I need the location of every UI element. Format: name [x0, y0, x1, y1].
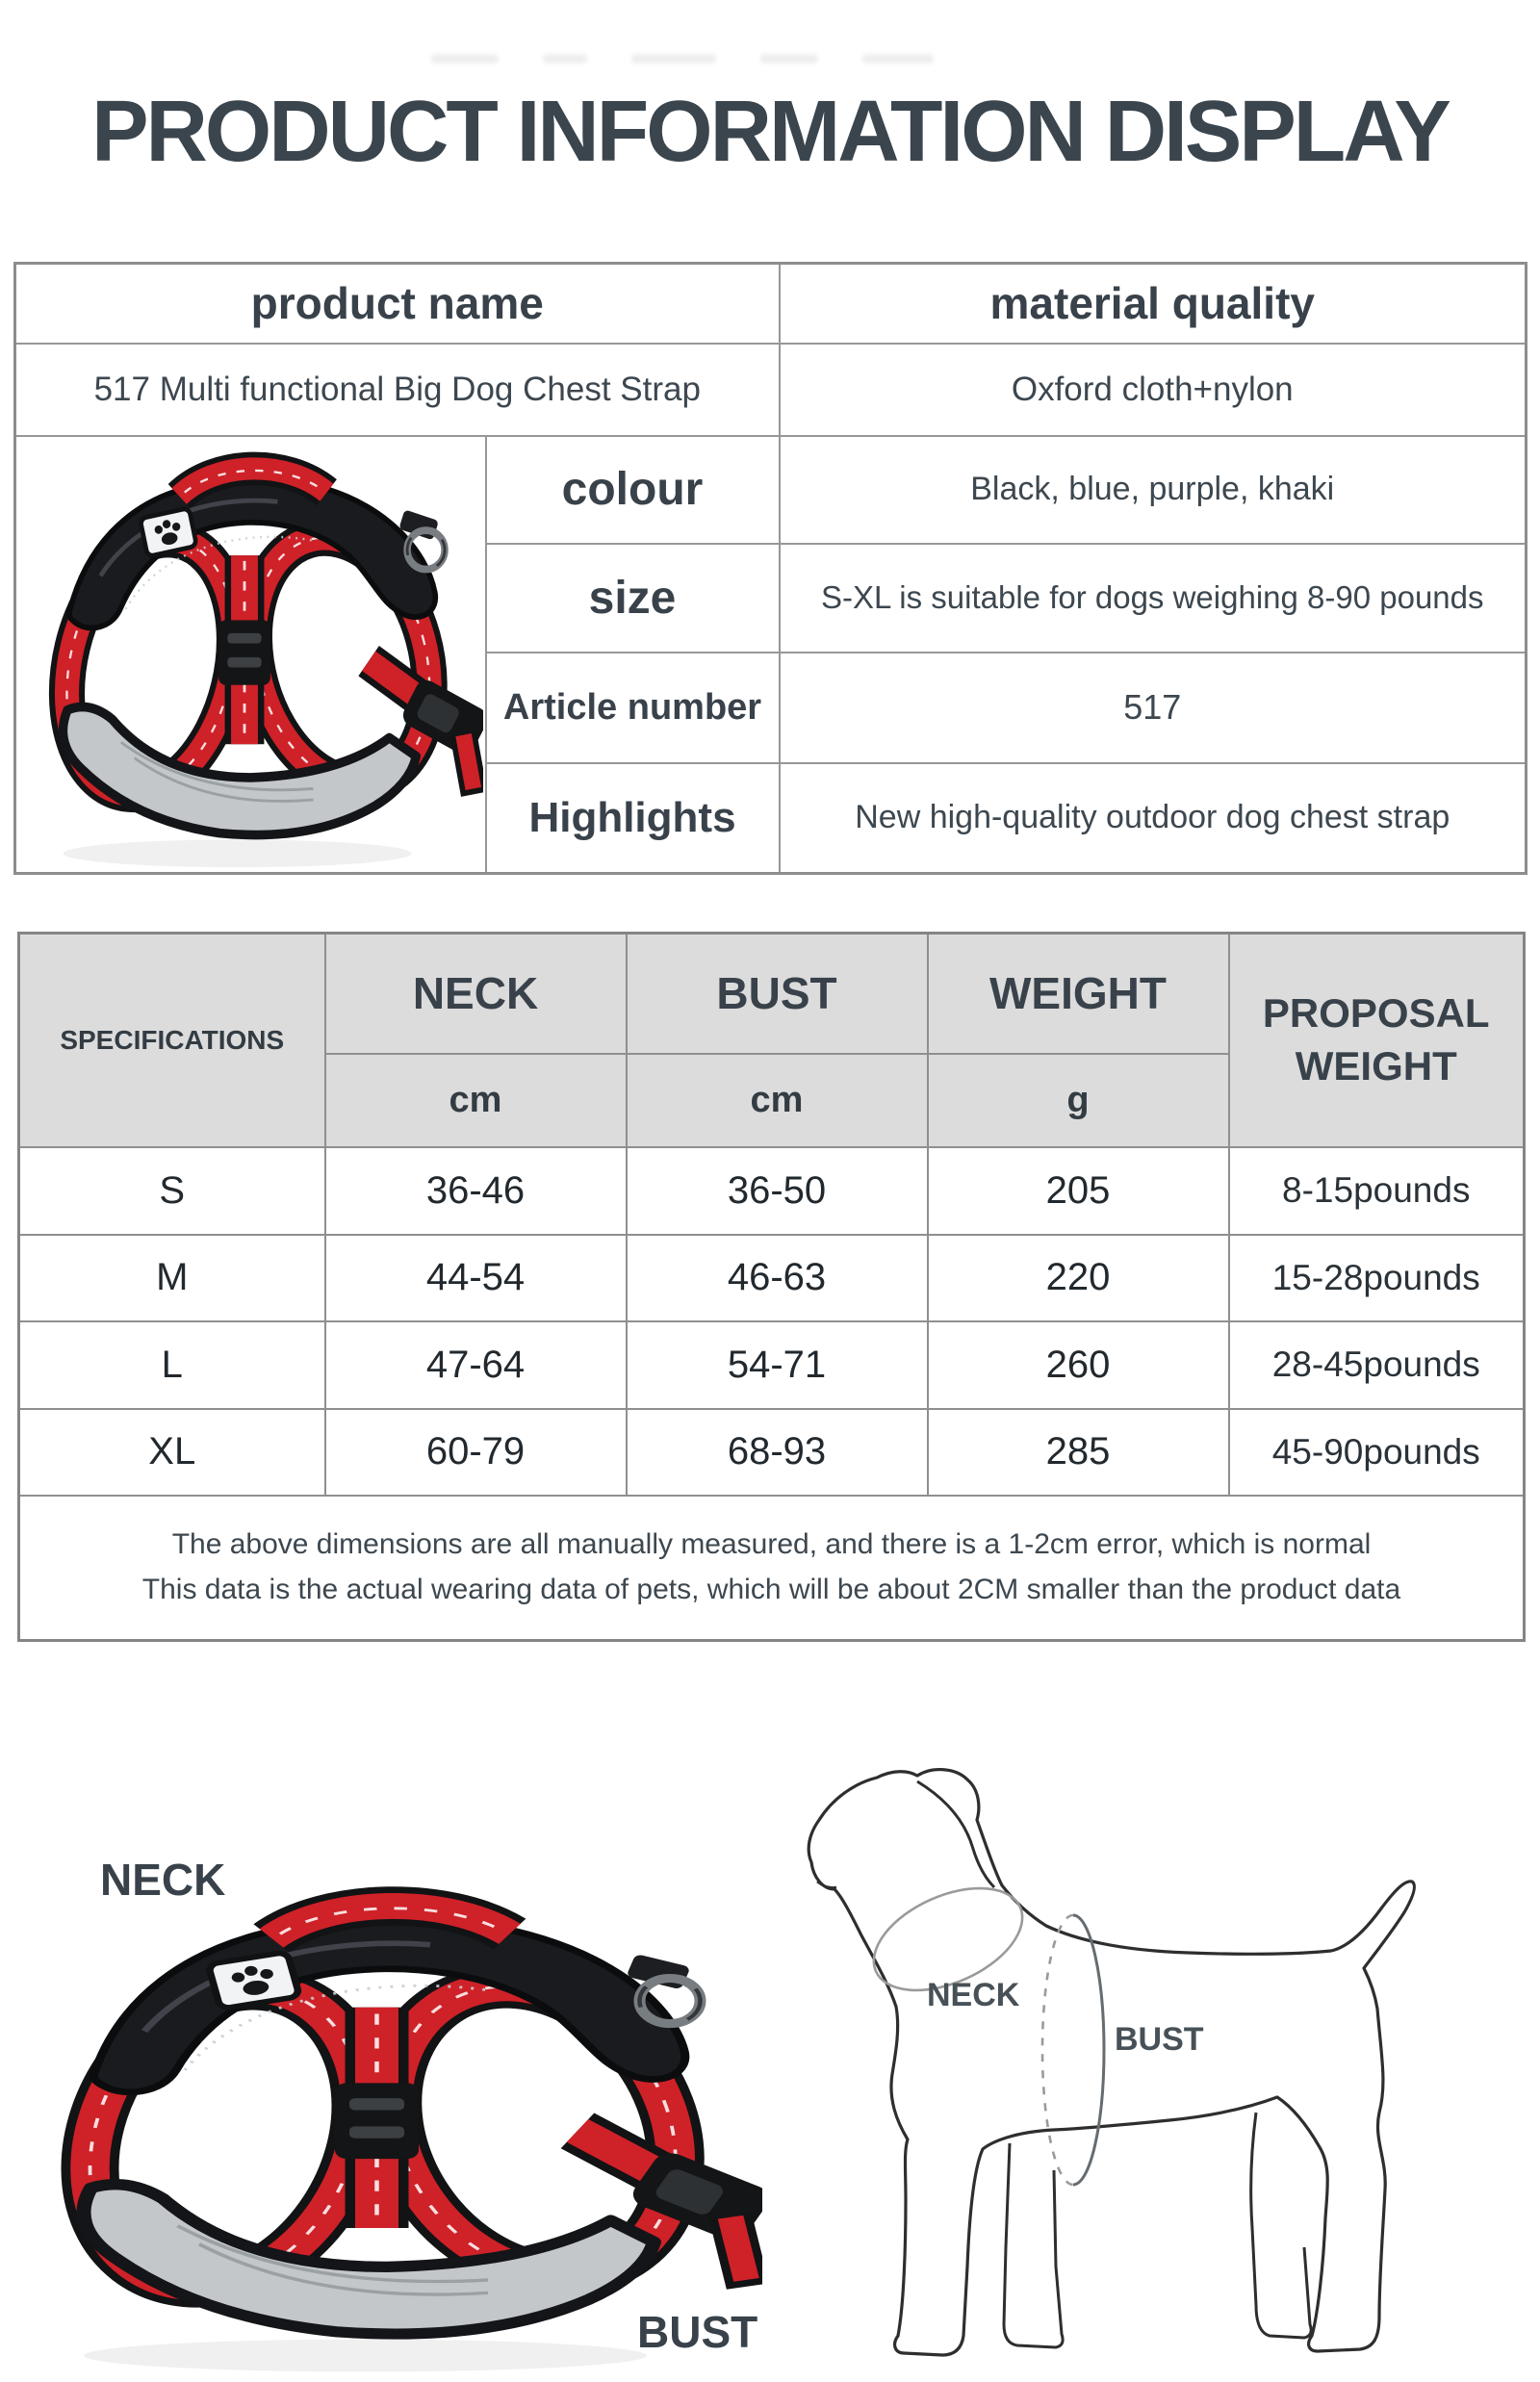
size-xl: XL	[19, 1409, 325, 1496]
proposal-xl: 45-90pounds	[1229, 1409, 1525, 1496]
weight-m: 220	[928, 1235, 1229, 1321]
harness-neck-label: NECK	[100, 1855, 226, 1905]
weight-s: 205	[928, 1147, 1229, 1235]
article-number-value: 517	[780, 653, 1527, 763]
size-label: size	[486, 544, 780, 653]
bust-m: 46-63	[627, 1235, 928, 1321]
bust-xl: 68-93	[627, 1409, 928, 1496]
table-row-size-xl	[19, 1409, 1525, 1496]
table-row-size-s	[19, 1147, 1525, 1235]
bust-l: 54-71	[627, 1321, 928, 1409]
weight-xl: 285	[928, 1409, 1229, 1496]
weight-unit: g	[928, 1054, 1229, 1147]
size-m: M	[19, 1235, 325, 1321]
highlights-label: Highlights	[486, 763, 780, 874]
product-name-header: product name	[15, 264, 780, 344]
product-photo-cell	[15, 436, 486, 874]
neck-m: 44-54	[325, 1235, 627, 1321]
bust-column-header: BUST	[627, 934, 928, 1054]
highlights-value: New high-quality outdoor dog chest strap	[780, 763, 1527, 874]
size-value: S-XL is suitable for dogs weighing 8-90 pounds	[780, 544, 1527, 653]
article-number-label: Article number	[486, 653, 780, 763]
product-name-value: 517 Multi functional Big Dog Chest Strap	[15, 344, 780, 436]
proposal-weight-header: PROPOSAL WEIGHT	[1229, 934, 1525, 1147]
bust-unit: cm	[627, 1054, 928, 1147]
material-quality-value: Oxford cloth+nylon	[780, 344, 1527, 436]
neck-xl: 60-79	[325, 1409, 627, 1496]
proposal-s: 8-15pounds	[1229, 1147, 1525, 1235]
table-row-size-m	[19, 1235, 1525, 1321]
size-s: S	[19, 1147, 325, 1235]
material-quality-header: material quality	[780, 264, 1527, 344]
size-spec-table	[17, 932, 1526, 1642]
size-l: L	[19, 1321, 325, 1409]
specifications-header: SPECIFICATIONS	[19, 934, 325, 1147]
table-note-row	[19, 1496, 1525, 1641]
neck-column-header: NECK	[325, 934, 627, 1054]
measurement-note	[19, 1496, 1525, 1641]
colour-label: colour	[486, 436, 780, 544]
colour-value: Black, blue, purple, khaki	[780, 436, 1527, 544]
neck-l: 47-64	[325, 1321, 627, 1409]
weight-l: 260	[928, 1321, 1229, 1409]
proposal-m: 15-28pounds	[1229, 1235, 1525, 1321]
measurement-note-line2: This data is the actual wearing data of pets, which will be about 2CM smaller than the product data	[141, 1573, 1401, 1605]
weight-column-header: WEIGHT	[928, 934, 1229, 1054]
dog-diagram-drawing	[804, 1766, 1439, 2382]
dog-neck-label: NECK	[927, 1977, 1020, 2013]
page-title: PRODUCT INFORMATION DISPLAY	[91, 84, 1449, 180]
bust-s: 36-50	[627, 1147, 928, 1235]
harness-photo	[18, 437, 483, 872]
neck-unit: cm	[325, 1054, 627, 1147]
proposal-l: 28-45pounds	[1229, 1321, 1525, 1409]
neck-s: 36-46	[325, 1147, 627, 1235]
measurement-note-line1: The above dimensions are all manually measured, and there is a 1-2cm error, which is normal	[171, 1528, 1372, 1561]
ghost-artifact	[431, 54, 1028, 69]
harness-bust-label: BUST	[637, 2307, 758, 2357]
dog-bust-label: BUST	[1115, 2021, 1204, 2058]
product-info-table	[13, 262, 1527, 875]
harness-photo-large	[12, 1869, 762, 2377]
table-row-size-l	[19, 1321, 1525, 1409]
